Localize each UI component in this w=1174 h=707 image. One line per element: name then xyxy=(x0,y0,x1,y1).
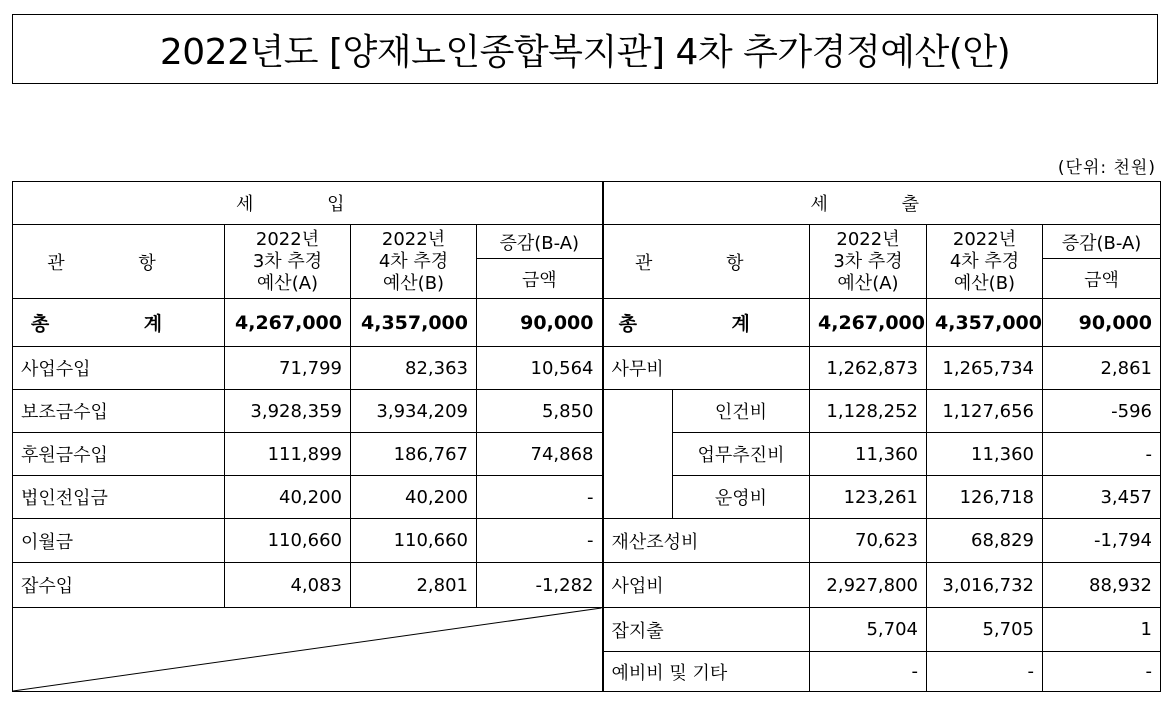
revenue-total-label: 총 계 xyxy=(13,299,225,347)
table-row xyxy=(13,347,1161,390)
table-row xyxy=(13,476,1161,519)
revenue-item-a: 40,200 xyxy=(225,476,351,519)
expense-item-diff: 2,861 xyxy=(1043,347,1161,390)
revenue-col-b-header: 2022년 4차 추경 예산(B) xyxy=(351,225,477,299)
budget-table xyxy=(12,181,1161,692)
revenue-total-a: 4,267,000 xyxy=(225,299,351,347)
revenue-item-name: 후원금수입 xyxy=(13,433,225,476)
revenue-item-a: 110,660 xyxy=(225,519,351,563)
revenue-item-a: 4,083 xyxy=(225,563,351,608)
revenue-item-diff: - xyxy=(477,476,603,519)
total-row xyxy=(13,299,1161,347)
expense-category-header: 관 항 xyxy=(603,225,810,299)
expense-item-b: 1,265,734 xyxy=(927,347,1043,390)
revenue-item-b: 40,200 xyxy=(351,476,477,519)
revenue-col-a-header: 2022년 3차 추경 예산(A) xyxy=(225,225,351,299)
revenue-item-diff: - xyxy=(477,519,603,563)
expense-total-diff: 90,000 xyxy=(1043,299,1161,347)
expense-subitem-name: 운영비 xyxy=(673,476,810,519)
expense-amount-header: 금액 xyxy=(1043,259,1161,299)
expense-item-diff: -596 xyxy=(1043,390,1161,433)
revenue-item-a: 3,928,359 xyxy=(225,390,351,433)
expense-total-label: 총 계 xyxy=(603,299,810,347)
expense-item-b: 1,127,656 xyxy=(927,390,1043,433)
revenue-item-a: 111,899 xyxy=(225,433,351,476)
expense-item-name: 사업비 xyxy=(603,563,810,608)
revenue-item-diff: 74,868 xyxy=(477,433,603,476)
expense-item-diff: 88,932 xyxy=(1043,563,1161,608)
document-title: 2022년도 [양재노인종합복지관] 4차 추가경정예산(안) xyxy=(12,14,1158,84)
expense-item-name: 예비비 및 기타 xyxy=(603,652,810,692)
diagonal-line xyxy=(13,608,602,691)
revenue-total-b: 4,357,000 xyxy=(351,299,477,347)
expense-item-a: 70,623 xyxy=(810,519,927,563)
table-row xyxy=(13,390,1161,433)
expense-item-diff: 3,457 xyxy=(1043,476,1161,519)
revenue-item-diff: 5,850 xyxy=(477,390,603,433)
expense-item-a: 11,360 xyxy=(810,433,927,476)
expense-total-a: 4,267,000 xyxy=(810,299,927,347)
expense-diff-header: 증감(B-A) xyxy=(1043,225,1161,259)
expense-total-b: 4,357,000 xyxy=(927,299,1043,347)
expense-item-a: 2,927,800 xyxy=(810,563,927,608)
expense-indent-cell xyxy=(603,390,673,519)
revenue-item-b: 82,363 xyxy=(351,347,477,390)
expense-item-a: 1,128,252 xyxy=(810,390,927,433)
unit-label: (단위: 천원) xyxy=(1057,158,1156,178)
expense-item-diff: 1 xyxy=(1043,608,1161,652)
revenue-item-name: 사업수입 xyxy=(13,347,225,390)
table-row xyxy=(13,519,1161,563)
revenue-category-header: 관 항 xyxy=(13,225,225,299)
revenue-item-a: 71,799 xyxy=(225,347,351,390)
column-header-row-1 xyxy=(13,225,1161,259)
expense-item-a: - xyxy=(810,652,927,692)
expense-item-b: - xyxy=(927,652,1043,692)
expense-item-name: 사무비 xyxy=(603,347,810,390)
revenue-item-b: 2,801 xyxy=(351,563,477,608)
revenue-item-name: 이월금 xyxy=(13,519,225,563)
revenue-diff-header: 증감(B-A) xyxy=(477,225,603,259)
revenue-item-b: 3,934,209 xyxy=(351,390,477,433)
expense-item-b: 3,016,732 xyxy=(927,563,1043,608)
revenue-item-b: 186,767 xyxy=(351,433,477,476)
expense-col-a-header: 2022년 3차 추경 예산(A) xyxy=(810,225,927,299)
expense-subitem-name: 인건비 xyxy=(673,390,810,433)
table-row xyxy=(13,563,1161,608)
expense-item-diff: -1,794 xyxy=(1043,519,1161,563)
expense-item-diff: - xyxy=(1043,652,1161,692)
revenue-section-header: 세 입 xyxy=(13,182,603,225)
revenue-total-diff: 90,000 xyxy=(477,299,603,347)
revenue-item-name: 잡수입 xyxy=(13,563,225,608)
expense-item-b: 5,705 xyxy=(927,608,1043,652)
expense-item-a: 5,704 xyxy=(810,608,927,652)
expense-item-name: 재산조성비 xyxy=(603,519,810,563)
expense-item-b: 11,360 xyxy=(927,433,1043,476)
revenue-item-name: 보조금수입 xyxy=(13,390,225,433)
section-header-row xyxy=(13,182,1161,225)
expense-col-b-header: 2022년 4차 추경 예산(B) xyxy=(927,225,1043,299)
revenue-item-diff: -1,282 xyxy=(477,563,603,608)
table-row xyxy=(13,433,1161,476)
revenue-item-b: 110,660 xyxy=(351,519,477,563)
table-row xyxy=(13,608,1161,652)
expense-item-b: 126,718 xyxy=(927,476,1043,519)
expense-item-a: 123,261 xyxy=(810,476,927,519)
revenue-blank-area xyxy=(13,608,603,692)
expense-item-name: 잡지출 xyxy=(603,608,810,652)
revenue-item-diff: 10,564 xyxy=(477,347,603,390)
expense-section-header: 세 출 xyxy=(603,182,1161,225)
revenue-item-name: 법인전입금 xyxy=(13,476,225,519)
expense-item-b: 68,829 xyxy=(927,519,1043,563)
expense-item-diff: - xyxy=(1043,433,1161,476)
expense-subitem-name: 업무추진비 xyxy=(673,433,810,476)
expense-item-a: 1,262,873 xyxy=(810,347,927,390)
revenue-amount-header: 금액 xyxy=(477,259,603,299)
